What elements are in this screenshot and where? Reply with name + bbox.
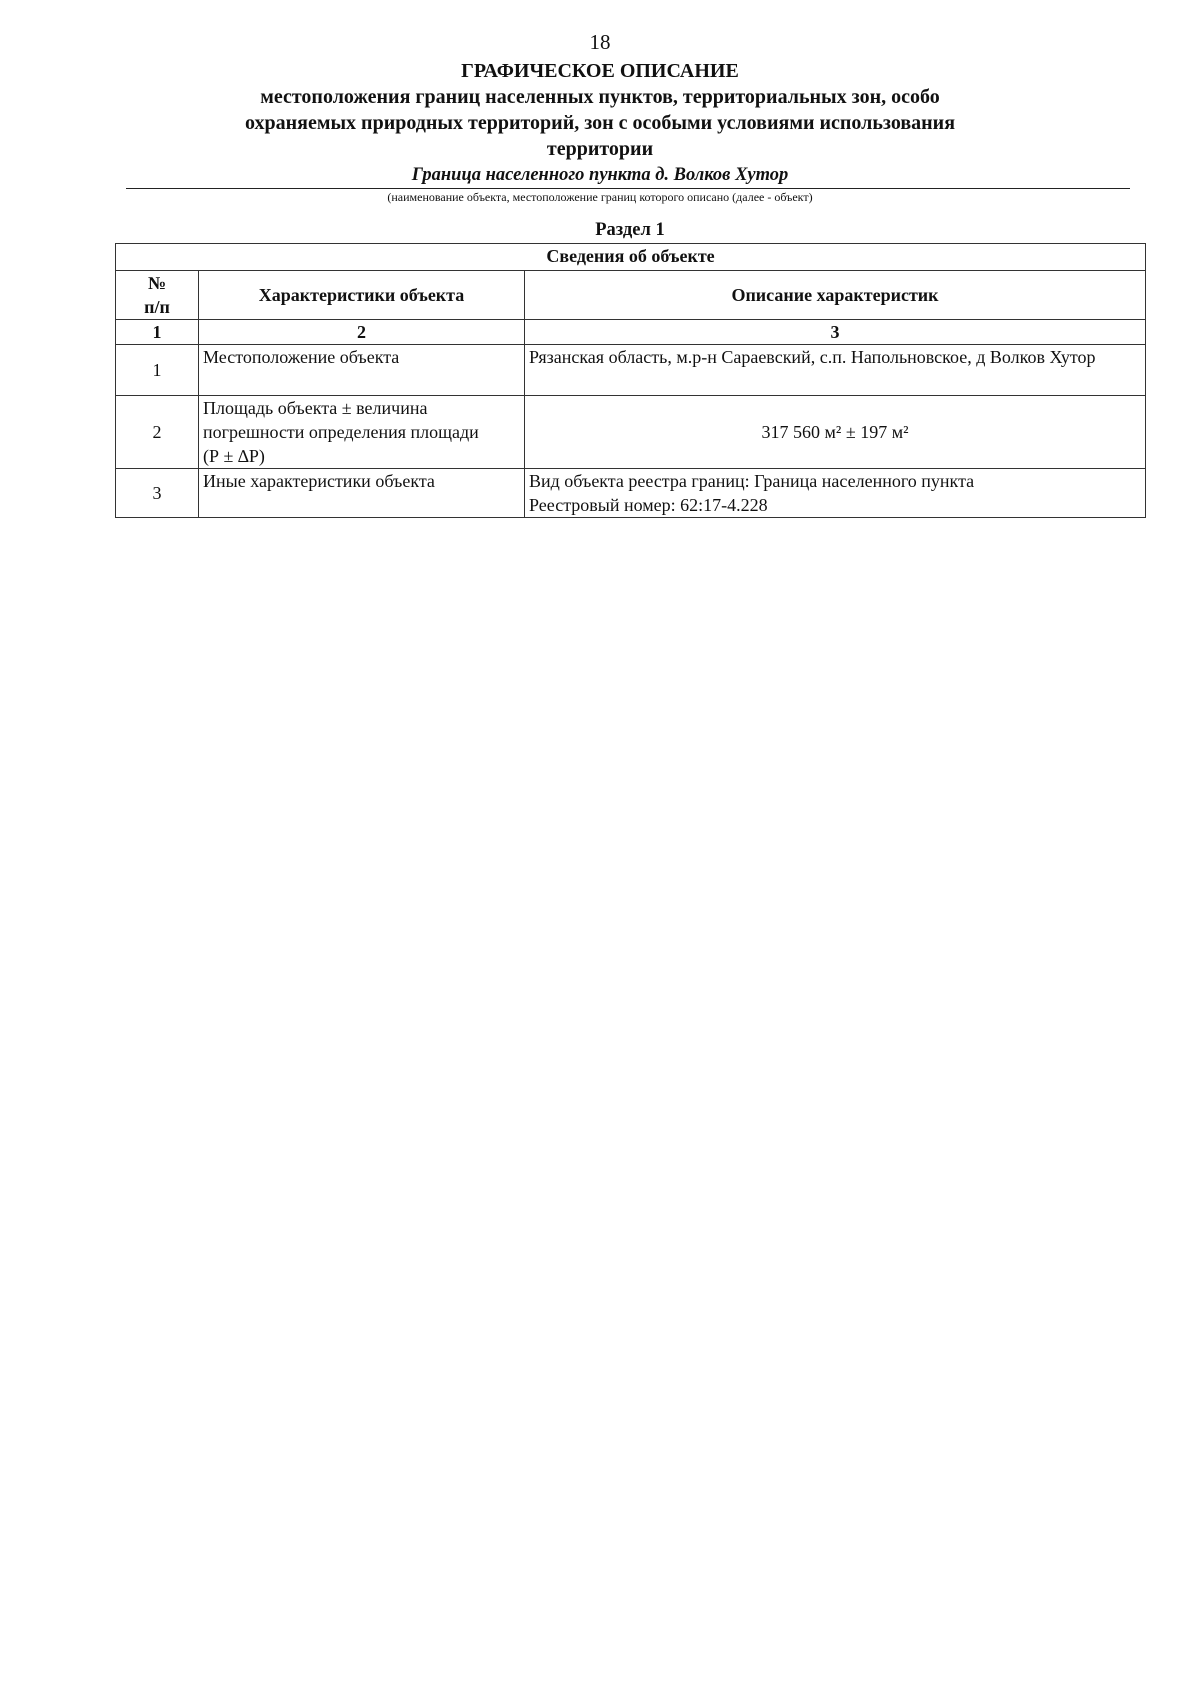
column-number-row bbox=[116, 320, 1146, 345]
header-number-line2: п/п bbox=[144, 297, 170, 317]
header-description: Описание характеристик bbox=[525, 271, 1146, 320]
row-characteristic-line: (Р ± ∆Р) bbox=[203, 446, 265, 466]
row-characteristic: Местоположение объекта bbox=[199, 345, 525, 396]
page-number: 18 bbox=[589, 30, 611, 54]
table-row bbox=[116, 396, 1146, 469]
column-number-1: 1 bbox=[116, 320, 199, 345]
table-caption: Сведения об объекте bbox=[116, 244, 1146, 271]
row-number: 2 bbox=[116, 396, 199, 469]
row-number: 3 bbox=[116, 469, 199, 518]
object-name: Граница населенного пункта д. Волков Хутор bbox=[411, 165, 789, 185]
header-number bbox=[116, 271, 199, 320]
row-characteristic-line: Площадь объекта ± величина bbox=[203, 398, 428, 418]
object-info-table bbox=[115, 243, 1146, 518]
row-description: Рязанская область, м.р-н Сараевский, с.п. Напольновское, д Волков Хутор bbox=[525, 345, 1146, 396]
row-characteristic bbox=[199, 396, 525, 469]
document-header bbox=[0, 58, 1200, 187]
header-number-line1: № bbox=[147, 273, 167, 293]
header-characteristic: Характеристики объекта bbox=[199, 271, 525, 320]
row-description-line: Вид объекта реестра границ: Граница населенного пункта bbox=[529, 471, 975, 491]
row-description bbox=[525, 469, 1146, 518]
object-name-caption: (наименование объекта, местоположение границ которого описано (далее - объект) bbox=[387, 190, 813, 204]
row-characteristic-line: погрешности определения площади bbox=[203, 422, 479, 442]
object-name-underline bbox=[126, 188, 1130, 189]
table-row bbox=[116, 469, 1146, 518]
row-number: 1 bbox=[116, 345, 199, 396]
column-number-3: 3 bbox=[525, 320, 1146, 345]
document-subtitle: местоположения границ населенных пунктов, территориальных зон, особо охраняемых природных территорий, зон с особыми условиями использования территории bbox=[244, 86, 956, 160]
row-description-line: Реестровый номер: 62:17-4.228 bbox=[529, 495, 768, 515]
section-title: Раздел 1 bbox=[595, 220, 665, 240]
row-characteristic: Иные характеристики объекта bbox=[199, 469, 525, 518]
table-header-row bbox=[116, 271, 1146, 320]
table-row bbox=[116, 345, 1146, 396]
document-title: ГРАФИЧЕСКОЕ ОПИСАНИЕ bbox=[461, 60, 739, 82]
table-caption-row bbox=[116, 244, 1146, 271]
column-number-2: 2 bbox=[199, 320, 525, 345]
row-description: 317 560 м² ± 197 м² bbox=[525, 396, 1146, 469]
